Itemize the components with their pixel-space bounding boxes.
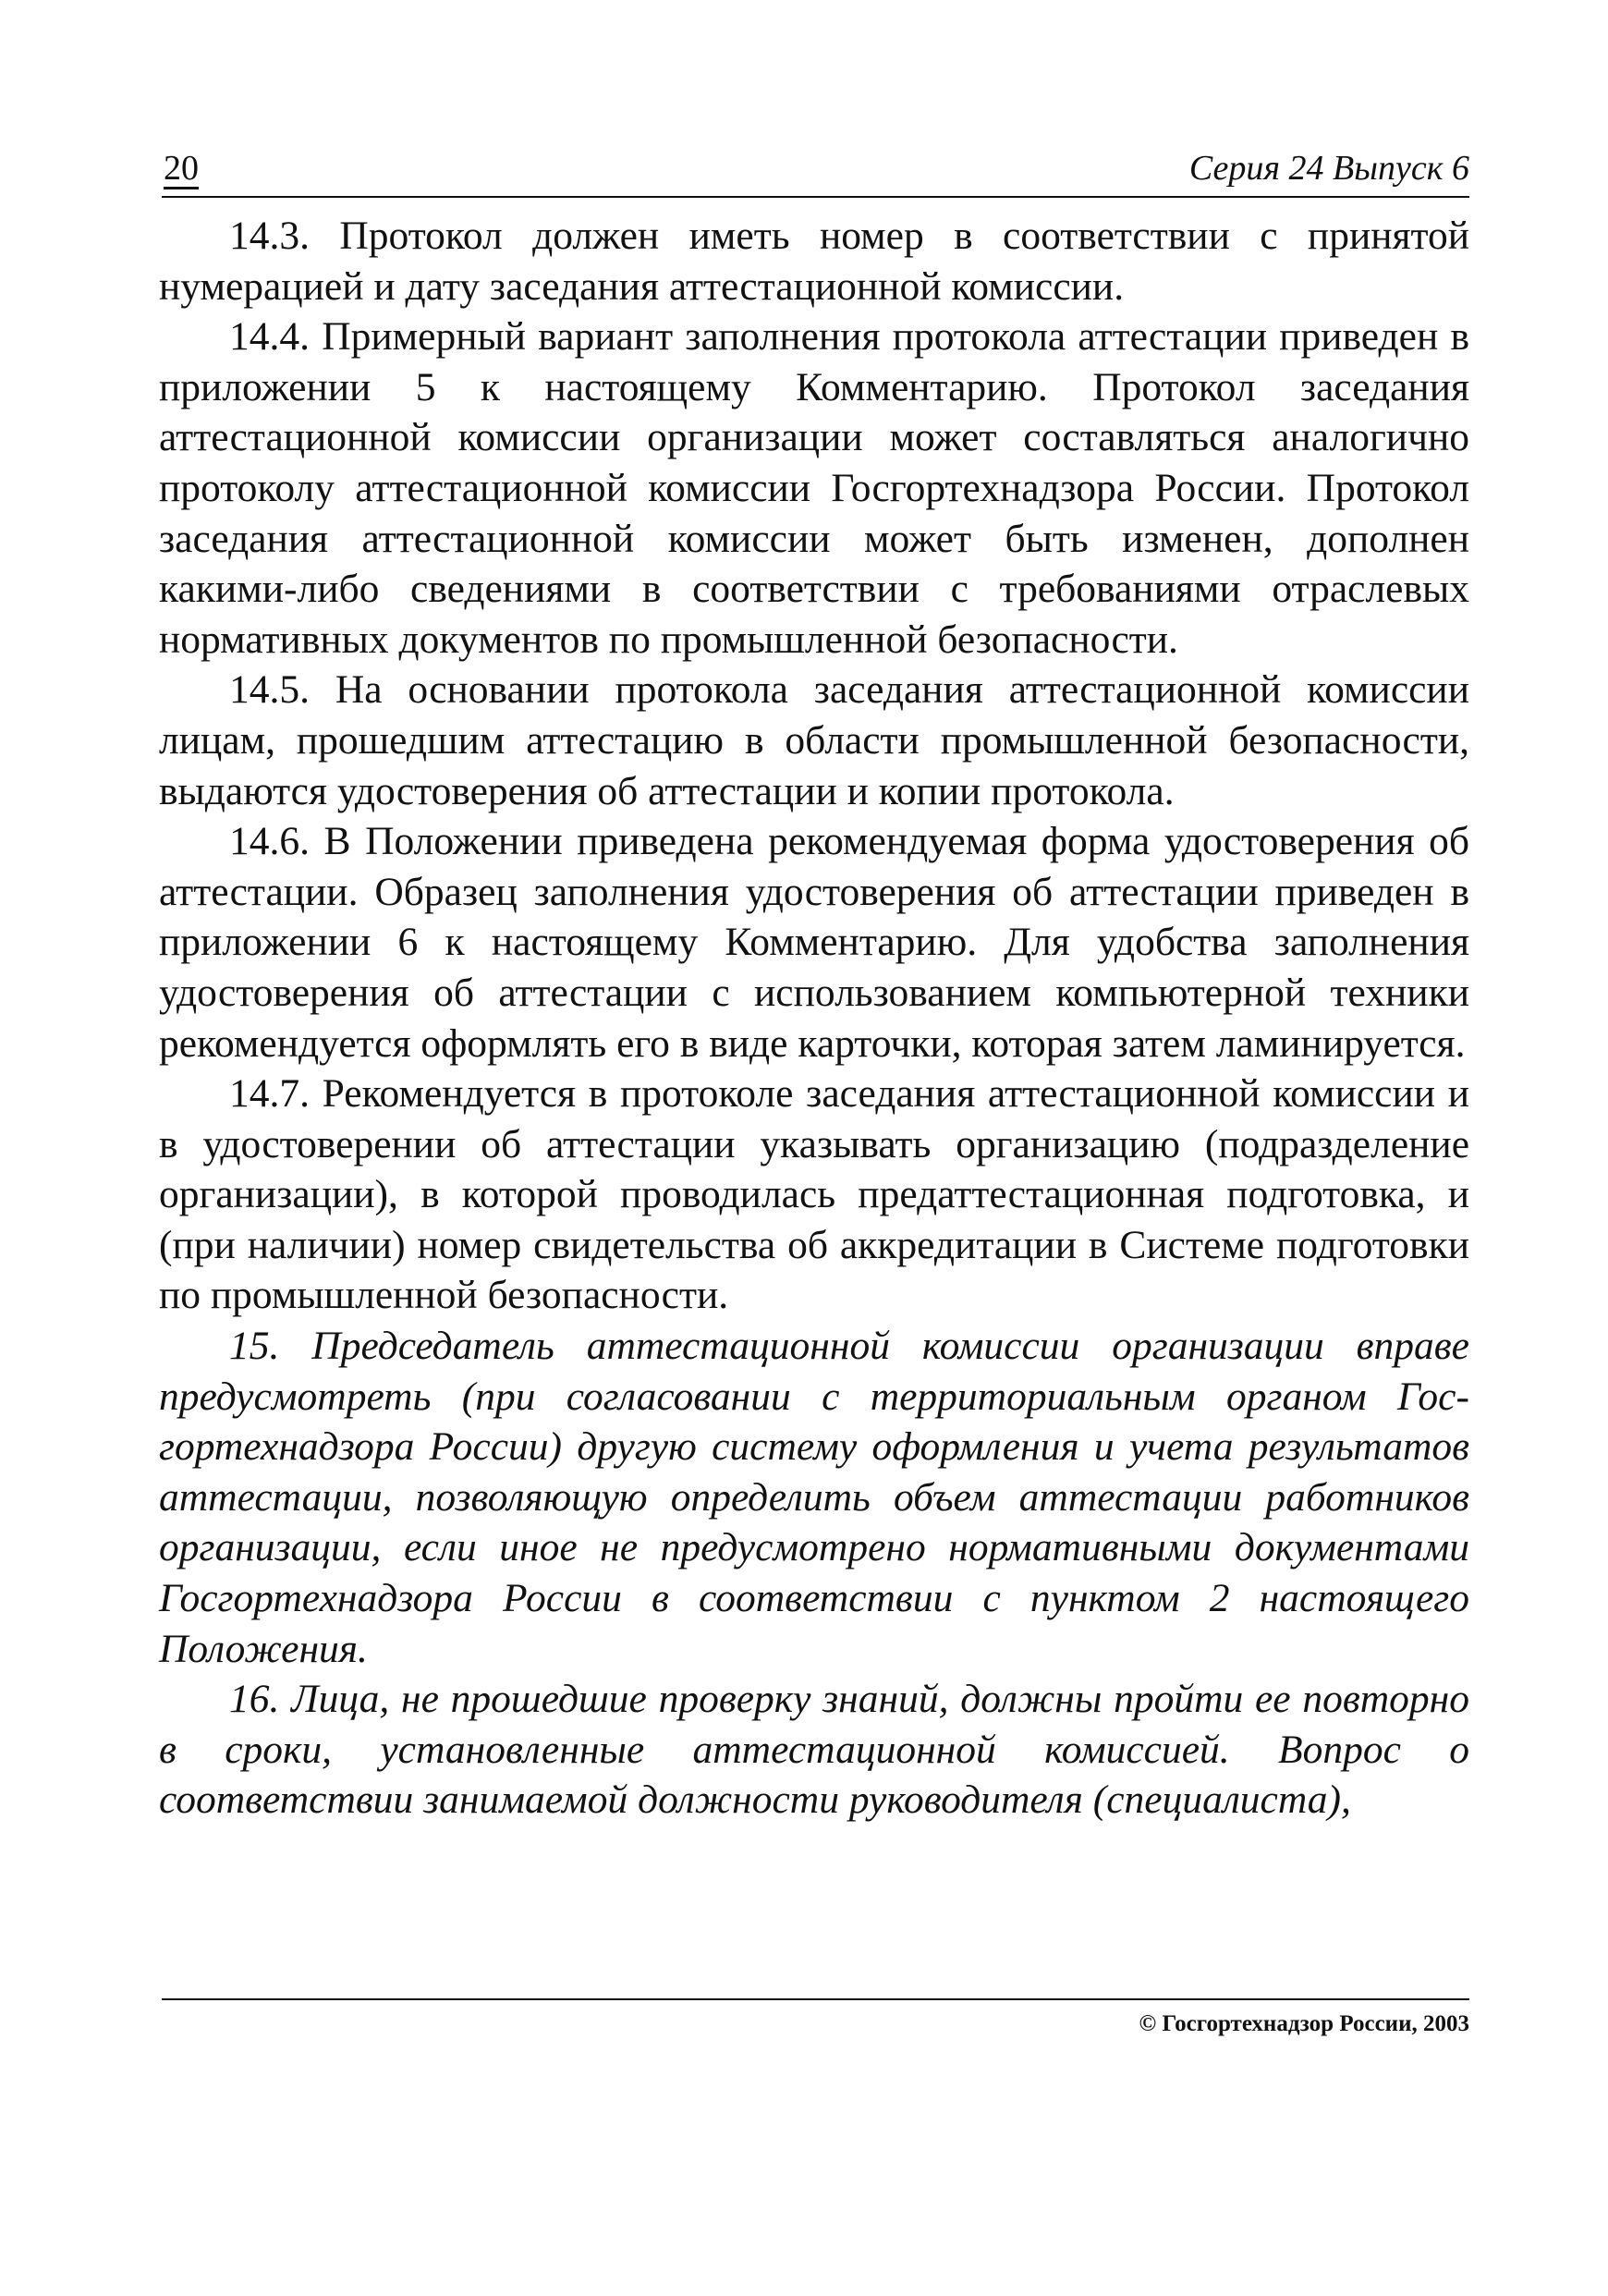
copyright-text: © Госгортехнадзор России, 2003 — [1139, 2011, 1469, 2036]
page-number: 20 — [164, 149, 199, 188]
paragraph-14-6: 14.6. В Положении приведена рекомендуемая форма удостоверения об аттестации. Образец заполнения удостоверения об аттестации приведен в приложении 6 к настоящему Комментарию. Для удобства заполнения удостоверения об аттестации с использованием компьютерной техники рекомендуется оформлять его в виде карточки, которая затем ламинируется. — [159, 819, 1469, 1066]
running-header — [162, 148, 1469, 198]
series-title: Серия 24 Выпуск 6 — [1188, 149, 1469, 188]
paragraph-16: 16. Лица, не прошедшие проверку знаний, должны пройти ее повторно в сроки, установленные аттестационной комиссией. Вопрос о соответствии занимаемой должности руководителя (специалиста), — [159, 1677, 1469, 1823]
paragraph-14-4: 14.4. Примерный вариант заполнения протокола аттестации приведен в приложении 5 к настоящему Комментарию. Протокол заседания аттестационной комиссии организации может составляться аналогично протоколу аттестационной комиссии Госгортехнадзора России. Протокол заседания аттестационной комиссии может быть изменен, дополнен какими-либо сведениями в соответствии с требованиями отраслевых нормативных документов по промышленной безопасности. — [159, 314, 1469, 662]
paragraph-14-3: 14.3. Протокол должен иметь номер в соответствии с принятой нумерацией и дату заседания аттестационной комиссии. — [159, 214, 1469, 309]
body-text — [159, 211, 1469, 1826]
paragraph-14-7: 14.7. Рекомендуется в протоколе заседания аттестационной комиссии и в удостоверении об аттестации указывать организацию (подразделение организации), в которой проводилась предаттестационная подготовка, и (при наличии) номер свидетельства об аккредитации в Системе подготовки по промышленной безопасности. — [159, 1071, 1469, 1318]
copyright-footer — [162, 1998, 1469, 2037]
paragraph-14-5: 14.5. На основании протокола заседания аттестационной комиссии лицам, прошедшим аттестацию в области промышленной безопасности, выдаются удостоверения об аттестации и копии протокола. — [159, 667, 1469, 813]
paragraph-15: 15. Председатель аттестационной комиссии организации вправе предусмотреть (при согласовании с территориальным органом Госгортехнадзора России) другую систему оформления и учета результатов аттестации, позволяющую определить объем аттестации работников организации, если иное не предусмотрено нормативными документами Госгортехнадзора России в соответствии с пунктом 2 настоящего Положения. — [159, 1324, 1469, 1671]
